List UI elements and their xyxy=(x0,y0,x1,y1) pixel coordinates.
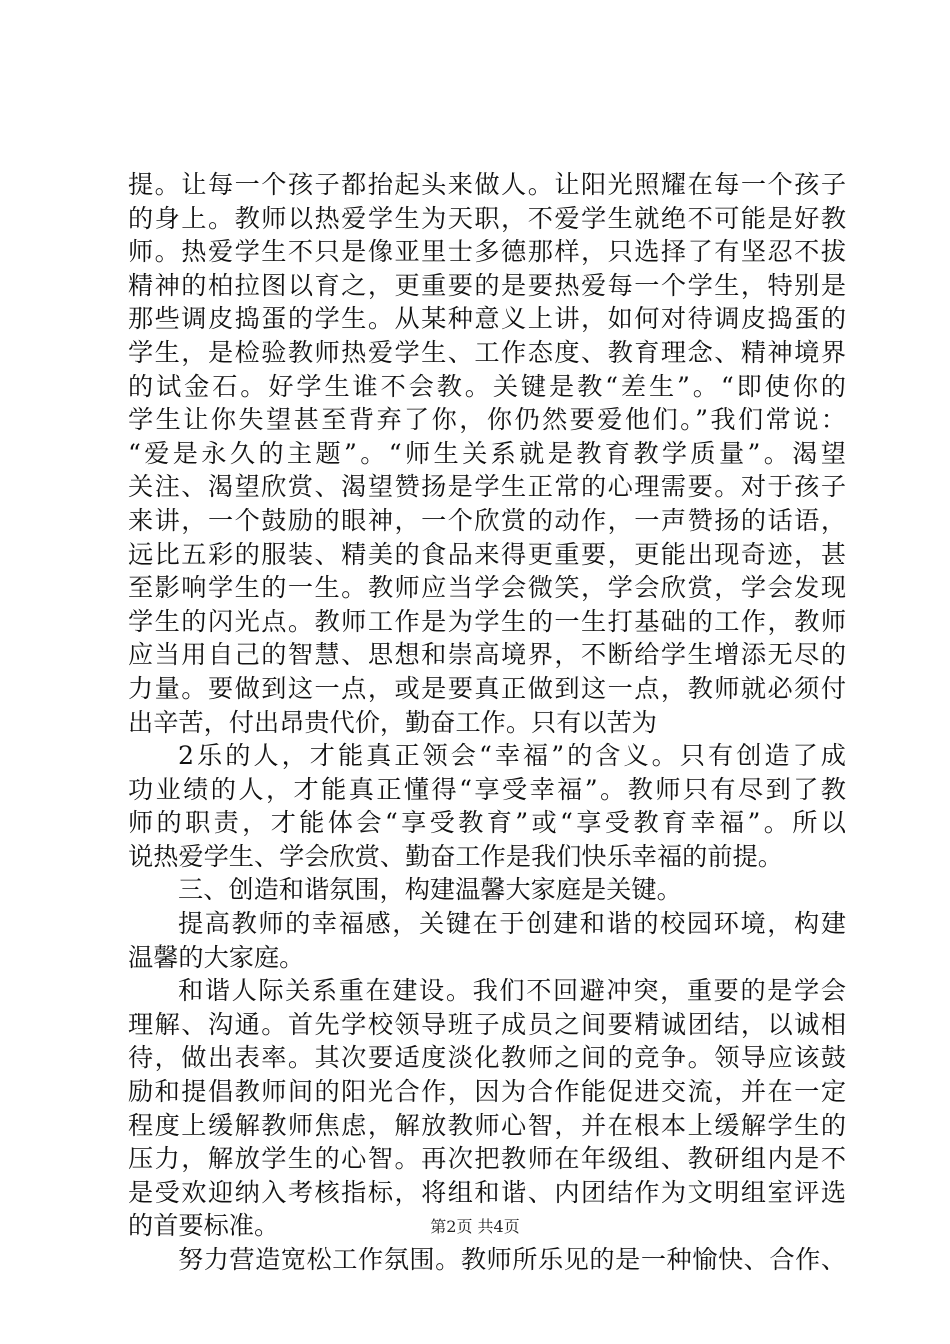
text-line: 精神的柏拉图以育之，更重要的是要热爱每一个学生，特别是 xyxy=(128,270,846,300)
text-line: 力量。要做到这一点，或是要真正做到这一点，教师就必须付 xyxy=(128,673,846,703)
text-line: 那些调皮捣蛋的学生。从某种意义上讲，如何对待调皮捣蛋的 xyxy=(128,304,846,334)
text-line: 关注、渴望欣赏、渴望赞扬是学生正常的心理需要。对于孩子 xyxy=(128,472,846,502)
text-line: 提。让每一个孩子都抬起头来做人。让阳光照耀在每一个孩子 xyxy=(128,170,846,199)
text-line: 师的职责，才能体会“享受教育”或“享受教育幸福”。所以 xyxy=(128,808,846,838)
text-line: 出辛苦，付出昂贵代价，勤奋工作。只有以苦为 xyxy=(128,707,657,737)
text-line: “爱是永久的主题”。“师生关系就是教育教学质量”。渴望 xyxy=(128,438,846,468)
text-line: 待，做出表率。其次要适度淡化教师之间的竞争。领导应该鼓 xyxy=(128,1043,846,1073)
text-line: 学生，是检验教师热爱学生、工作态度、教育理念、精神境界 xyxy=(128,337,846,367)
text-line: 功业绩的人，才能真正懂得“享受幸福”。教师只有尽到了教 xyxy=(128,774,846,804)
text-line: 是受欢迎纳入考核指标，将组和谐、内团结作为文明组室评选 xyxy=(128,1177,846,1207)
body-text xyxy=(128,168,846,1277)
text-line: 来讲，一个鼓励的眼神，一个欣赏的动作，一声赞扬的话语， xyxy=(128,505,846,535)
text-line: 远比五彩的服装、精美的食品来得更重要，更能出现奇迹，甚 xyxy=(128,539,846,569)
text-line: 的试金石。好学生谁不会教。关键是教“差生”。“即使你的 xyxy=(128,371,846,401)
text-line: 的首要标准。 xyxy=(128,1211,280,1241)
text-line: 说热爱学生、学会欣赏、勤奋工作是我们快乐幸福的前提。 xyxy=(128,841,783,871)
text-line: 学生让你失望甚至背弃了你，你仍然要爱他们。”我们常说： xyxy=(128,405,846,435)
text-line: 至影响学生的一生。教师应当学会微笑，学会欣赏，学会发现 xyxy=(128,573,846,603)
text-line: 师。热爱学生不只是像亚里士多德那样，只选择了有坚忍不拔 xyxy=(128,237,846,267)
text-line: 理解、沟通。首先学校领导班子成员之间要精诚团结，以诚相 xyxy=(128,1009,846,1039)
page-footer: 第2页 共4页 xyxy=(430,1217,520,1236)
text-line: 和谐人际关系重在建设。我们不回避冲突，重要的是学会 xyxy=(178,976,846,1006)
text-line: 励和提倡教师间的阳光合作，因为合作能促进交流，并在一定 xyxy=(128,1077,846,1107)
text-line: 的身上。教师以热爱学生为天职，不爱学生就绝不可能是好教 xyxy=(128,203,846,233)
text-line: 努力营造宽松工作氛围。教师所乐见的是一种愉快、合作、 xyxy=(178,1245,846,1274)
text-line: 程度上缓解教师焦虑，解放教师心智，并在根本上缓解学生的 xyxy=(128,1110,846,1140)
text-line: 温馨的大家庭。 xyxy=(128,942,305,972)
text-line: 2乐的人，才能真正领会“幸福”的含义。只有创造了成 xyxy=(178,741,846,771)
text-line: 应当用自己的智慧、思想和崇高境界，不断给学生增添无尽的 xyxy=(128,640,846,670)
text-line: 三、创造和谐氛围，构建温馨大家庭是关键。 xyxy=(178,875,682,905)
text-line: 提高教师的幸福感，关键在于创建和谐的校园环境，构建 xyxy=(178,909,846,939)
text-line: 学生的闪光点。教师工作是为学生的一生打基础的工作，教师 xyxy=(128,606,846,636)
text-line: 压力，解放学生的心智。再次把教师在年级组、教研组内是不 xyxy=(128,1144,846,1174)
